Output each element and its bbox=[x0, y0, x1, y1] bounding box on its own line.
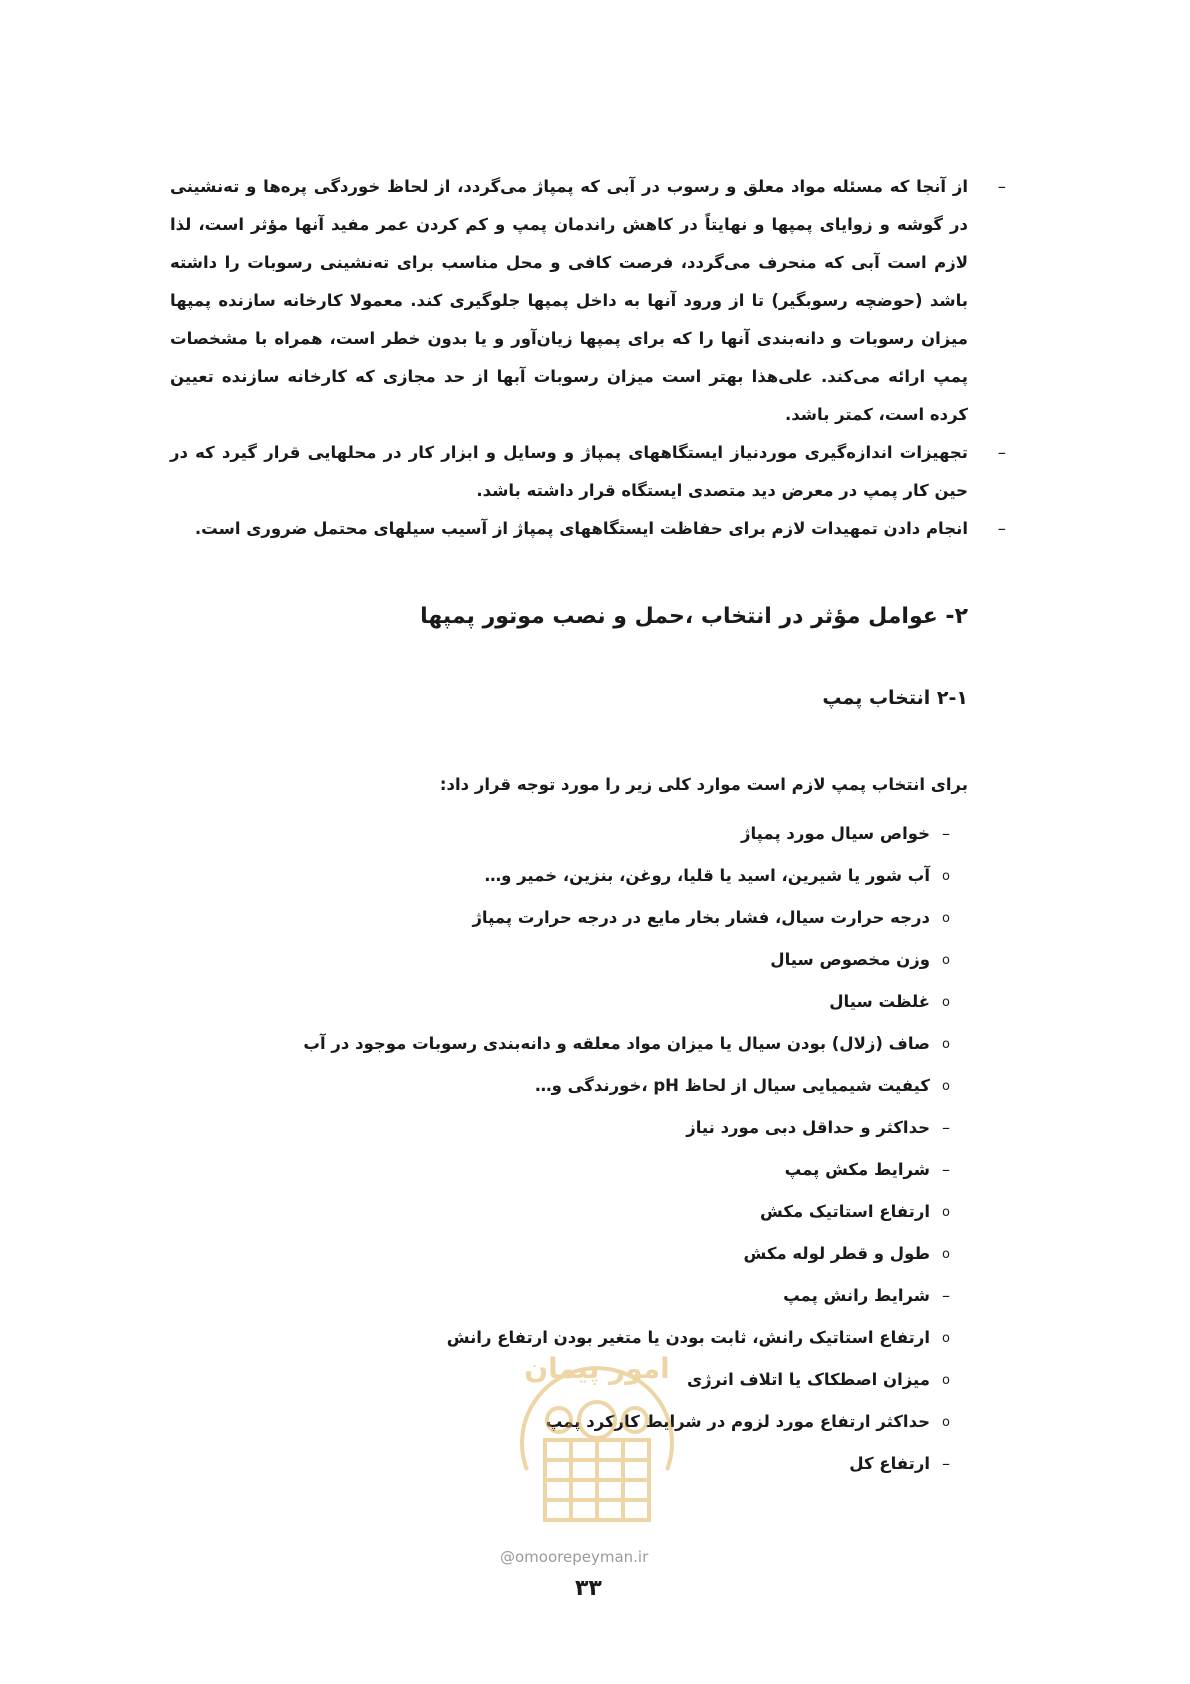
criteria-item-text: شرایط رانش پمپ bbox=[783, 1286, 930, 1305]
criteria-item-text: درجه حرارت سیال، فشار بخار مایع در درجه حرارت پمپاژ bbox=[472, 908, 930, 927]
criteria-item-text: ارتفاع استاتیک مکش bbox=[760, 1202, 930, 1221]
dash-bullet: – bbox=[942, 1160, 950, 1179]
criteria-item bbox=[687, 1370, 950, 1389]
dash-bullet: – bbox=[942, 1118, 950, 1137]
circle-bullet: ο bbox=[942, 1037, 950, 1052]
list-item-text: از آنجا که مسئله مواد معلق و رسوب در آبی که پمپاژ می‌گردد، از لحاظ خوردگی پره‌ها و ته‌نشینی در گوشه و زوایای پمپها و نهایتاً در کاهش راندمان پمپ و کم کردن عمر مفید آنها مؤثر است، لذا لازم است آبی که منحرف می‌گردد، فرصت کافی و محل مناسب برای ته‌نشینی رسوبات را داشته باشد (حوضچه رسوبگیر) تا از ورود آنها به داخل پمپها جلوگیری کند. معمولا کارخانه سازنده پمپها میزان رسوبات و دانه‌بندی آنها را که برای پمپها زیان‌آور و یا بدون خطر است، همراه با مشخصات پمپ ارائه می‌کند. علی‌هذا بهتر است میزان رسوبات آبها از حد مجازی که کارخانه سازنده تعیین کرده است، کمتر باشد. bbox=[170, 177, 968, 424]
page-number: ۳۳ bbox=[575, 1576, 602, 1601]
section-heading: ۲- عوامل مؤثر در انتخاب ،حمل و نصب موتور پمپها bbox=[420, 604, 968, 629]
criteria-item bbox=[829, 992, 950, 1011]
circle-bullet: ο bbox=[942, 995, 950, 1010]
criteria-item bbox=[303, 1034, 950, 1053]
circle-bullet: ο bbox=[942, 1205, 950, 1220]
criteria-item-text: حداکثر و حداقل دبی مورد نیاز bbox=[686, 1118, 930, 1137]
circle-bullet: ο bbox=[942, 1331, 950, 1346]
dash-bullet: – bbox=[997, 519, 1006, 538]
top-bullet-list bbox=[170, 168, 1020, 548]
criteria-item-text: کیفیت شیمیایی سیال از لحاظ pH ،خورندگی و… bbox=[535, 1076, 930, 1095]
criteria-item-text: خواص سیال مورد پمپاژ bbox=[740, 824, 930, 843]
criteria-item bbox=[849, 1454, 950, 1473]
criteria-item-text: غلظت سیال bbox=[829, 992, 930, 1011]
criteria-item-text: میزان اصطکاک یا اتلاف انرژی bbox=[687, 1370, 930, 1389]
watermark-logo bbox=[497, 1320, 697, 1540]
list-item bbox=[170, 434, 1020, 510]
intro-paragraph: برای انتخاب پمپ لازم است موارد کلی زیر را مورد توجه قرار داد: bbox=[439, 775, 968, 794]
criteria-item bbox=[741, 824, 950, 843]
dash-bullet: – bbox=[942, 824, 950, 843]
circle-bullet: ο bbox=[942, 1373, 950, 1388]
watermark-url: @omoorepeyman.ir bbox=[500, 1548, 649, 1566]
criteria-item bbox=[760, 1202, 950, 1221]
criteria-item bbox=[744, 1244, 950, 1263]
circle-bullet: ο bbox=[942, 1079, 950, 1094]
circle-bullet: ο bbox=[942, 953, 950, 968]
criteria-item bbox=[485, 866, 950, 885]
criteria-item-text: صاف (زلال) بودن سیال یا میزان مواد معلقه و دانه‌بندی رسوبات موجود در آب bbox=[303, 1034, 930, 1053]
circle-bullet: ο bbox=[942, 869, 950, 884]
criteria-item-text: وزن مخصوص سیال bbox=[770, 950, 930, 969]
list-item-text: تجهیزات اندازه‌گیری موردنیاز ایستگاههای پمپاژ و وسایل و ابزار کار در محلهایی قرار گیرد که در حین کار پمپ در معرض دید متصدی ایستگاه قرار داشته باشد. bbox=[170, 443, 968, 500]
criteria-item bbox=[535, 1076, 950, 1095]
watermark-brand: امور پیمان bbox=[524, 1352, 670, 1385]
dash-bullet: – bbox=[997, 443, 1006, 462]
criteria-item-text: حداکثر ارتفاع مورد لزوم در شرایط کارکرد پمپ bbox=[545, 1412, 930, 1431]
list-item bbox=[170, 168, 1020, 434]
dash-bullet: – bbox=[942, 1454, 950, 1473]
criteria-item-text: شرایط مکش پمپ bbox=[784, 1160, 930, 1179]
list-item bbox=[170, 510, 1020, 548]
circle-bullet: ο bbox=[942, 1415, 950, 1430]
circle-bullet: ο bbox=[942, 911, 950, 926]
criteria-item-text: آب شور یا شیرین، اسید یا قلیا، روغن، بنزین، خمیر و… bbox=[484, 866, 930, 885]
criteria-item bbox=[472, 908, 950, 927]
dash-bullet: – bbox=[942, 1286, 950, 1305]
circle-bullet: ο bbox=[942, 1247, 950, 1262]
criteria-item bbox=[770, 950, 950, 969]
criteria-item bbox=[783, 1286, 950, 1305]
criteria-item bbox=[686, 1118, 950, 1137]
criteria-item-text: طول و قطر لوله مکش bbox=[743, 1244, 930, 1263]
list-item-text: انجام دادن تمهیدات لازم برای حفاظت ایستگاههای پمپاژ از آسیب سیلهای محتمل ضروری است. bbox=[194, 519, 968, 538]
subsection-heading: ۲-۱ انتخاب پمپ bbox=[822, 687, 968, 709]
criteria-item-text: ارتفاع کل bbox=[849, 1454, 930, 1473]
dash-bullet: – bbox=[997, 177, 1006, 196]
criteria-item-text: ارتفاع استاتیک رانش، ثابت بودن یا متغیر بودن ارتفاع رانش bbox=[446, 1328, 930, 1347]
criteria-item bbox=[785, 1160, 950, 1179]
